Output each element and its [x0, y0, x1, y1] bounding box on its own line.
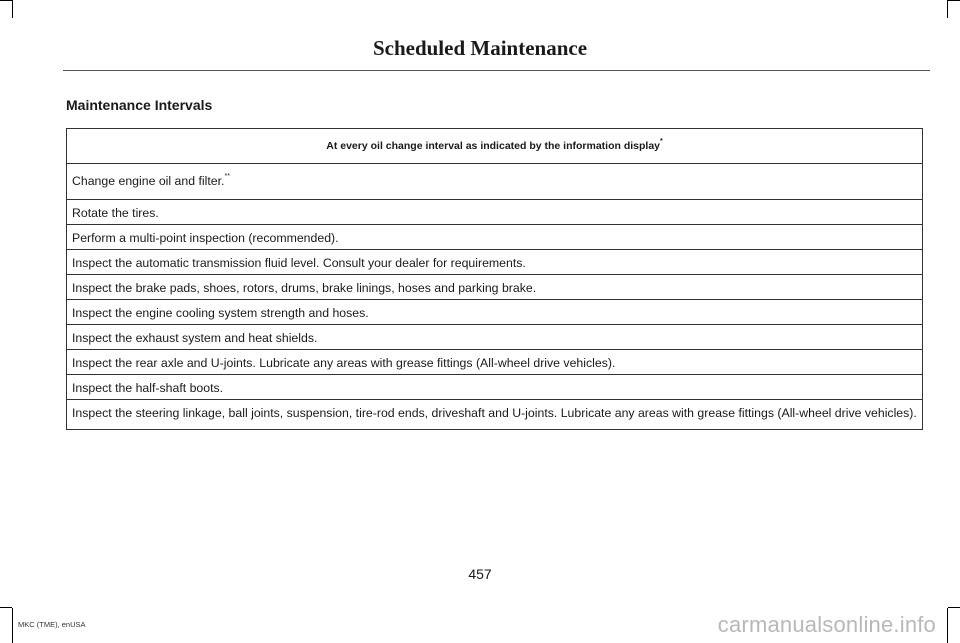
table-header [67, 129, 922, 164]
crop-mark [0, 607, 12, 608]
table-row [67, 350, 922, 375]
table-row [67, 225, 922, 250]
crop-mark [947, 0, 948, 18]
maintenance-table [66, 128, 923, 430]
page-title: Scheduled Maintenance [372, 36, 588, 60]
row-text: Inspect the steering linkage, ball joints, suspension, tire-rod ends, driveshaft and U-joints. Lubricate any areas with grease fittings (All-wheel drive vehicles). [72, 406, 917, 420]
watermark: carmanualsonline.info [717, 612, 936, 637]
table-row [67, 300, 922, 325]
row-text: Change engine oil and filter. [72, 174, 225, 188]
crop-mark [948, 607, 960, 608]
table-row [67, 250, 922, 275]
table-row [67, 164, 922, 200]
crop-mark [947, 608, 948, 643]
section-heading: Maintenance Intervals [66, 97, 213, 113]
row-text: Inspect the automatic transmission fluid level. Consult your dealer for requirements. [72, 256, 526, 270]
table-row [67, 200, 922, 225]
row-text: Inspect the engine cooling system strength and hoses. [72, 306, 369, 320]
row-text: Inspect the brake pads, shoes, rotors, drums, brake linings, hoses and parking brake. [72, 281, 537, 295]
row-text: Inspect the exhaust system and heat shields. [72, 331, 318, 345]
crop-mark [948, 0, 960, 1]
crop-mark [12, 0, 13, 18]
table-row [67, 375, 922, 400]
footnote-mark: * [660, 137, 663, 145]
crop-mark [12, 608, 13, 643]
row-text: Inspect the half-shaft boots. [72, 381, 224, 395]
table-row [67, 325, 922, 350]
row-text: Perform a multi-point inspection (recommended). [72, 231, 339, 245]
row-text: Rotate the tires. [72, 206, 159, 220]
title-divider [63, 70, 930, 71]
crop-mark [0, 0, 12, 1]
page-number: 457 [468, 566, 492, 582]
table-row [67, 400, 922, 429]
table-row [67, 275, 922, 300]
footnote-mark: ** [224, 173, 230, 180]
document-id: MKC (TME), enUSA [18, 620, 86, 629]
row-text: Inspect the rear axle and U-joints. Lubricate any areas with grease fittings (All-wheel drive vehicles). [72, 356, 616, 370]
table-header-text: At every oil change interval as indicated by the information display [326, 140, 661, 152]
